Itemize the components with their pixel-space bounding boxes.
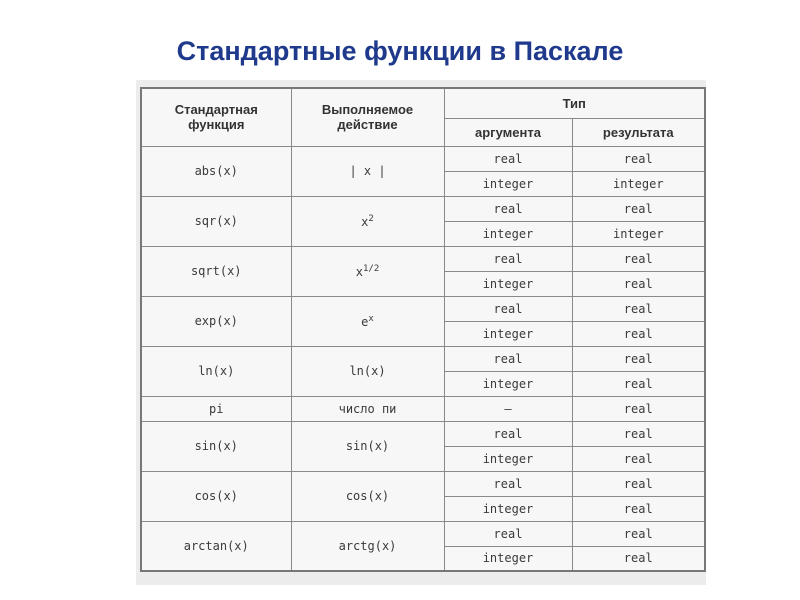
argument-type-cell: integer [444,546,572,571]
argument-type-cell: real [444,471,572,496]
argument-type-cell: integer [444,271,572,296]
result-type-cell: real [572,521,705,546]
page-title: Стандартные функции в Паскале [176,36,624,66]
result-type-cell: real [572,421,705,446]
action-cell [291,196,444,246]
result-type-cell: real [572,246,705,271]
action-cell [291,421,444,471]
argument-type-cell: real [444,246,572,271]
action-cell [291,521,444,571]
function-cell: sin(x) [141,421,291,471]
argument-type-cell: real [444,521,572,546]
action-cell [291,296,444,346]
header-result: результата [572,118,705,146]
function-cell: sqrt(x) [141,246,291,296]
action-text: sin(x) [345,439,390,453]
argument-type-cell: real [444,146,572,171]
table-row [141,346,705,371]
function-cell: ln(x) [141,346,291,396]
header-function-line-2: функция [188,117,245,133]
argument-type-cell: integer [444,321,572,346]
header-action [291,88,444,146]
argument-type-cell: integer [444,171,572,196]
table-row [141,246,705,271]
argument-type-cell: integer [444,496,572,521]
header-argument: аргумента [444,118,572,146]
function-cell: pi [141,396,291,421]
header-function-line-1: Стандартная [174,102,258,118]
header-function [141,88,291,146]
table-body [141,146,705,571]
result-type-cell: real [572,446,705,471]
result-type-cell: real [572,196,705,221]
result-type-cell: real [572,496,705,521]
argument-type-cell: real [444,421,572,446]
action-exponent: 2 [368,213,374,224]
action-cell [291,146,444,196]
table-row [141,196,705,221]
action-text: x [361,214,369,229]
table-row [141,471,705,496]
action-cell [291,396,444,421]
action-text: e [361,314,369,329]
table-row [141,396,705,421]
result-type-cell: integer [572,221,705,246]
table-row [141,421,705,446]
action-exponent: x [368,313,374,324]
action-cell [291,246,444,296]
action-cell [291,471,444,521]
action-text: x [355,264,363,279]
argument-type-cell: integer [444,371,572,396]
function-cell: sqr(x) [141,196,291,246]
result-type-cell: real [572,146,705,171]
action-text: cos(x) [345,489,390,503]
table-row [141,146,705,171]
action-text: ln(x) [349,364,386,378]
argument-type-cell: integer [444,221,572,246]
result-type-cell: real [572,471,705,496]
argument-type-cell: integer [444,446,572,471]
function-cell: arctan(x) [141,521,291,571]
table-row [141,296,705,321]
action-text: arctg(x) [338,538,397,553]
result-type-cell: real [572,296,705,321]
result-type-cell: integer [572,171,705,196]
function-cell: exp(x) [141,296,291,346]
result-type-cell: real [572,546,705,571]
result-type-cell: real [572,271,705,296]
result-type-cell: real [572,396,705,421]
result-type-cell: real [572,371,705,396]
argument-type-cell: real [444,346,572,371]
argument-type-cell: real [444,196,572,221]
function-cell: cos(x) [141,471,291,521]
header-type: Тип [444,88,705,118]
table-row [141,521,705,546]
action-text: | x | [349,164,386,178]
argument-type-cell: real [444,296,572,321]
action-exponent: 1/2 [362,263,380,274]
function-cell: abs(x) [141,146,291,196]
result-type-cell: real [572,321,705,346]
action-text: число пи [338,401,397,416]
action-cell [291,346,444,396]
functions-table [140,87,706,572]
argument-type-cell: — [444,396,572,421]
header-action-line-2: действие [337,117,398,133]
result-type-cell: real [572,346,705,371]
header-action-line-1: Выполняемое [321,102,414,118]
